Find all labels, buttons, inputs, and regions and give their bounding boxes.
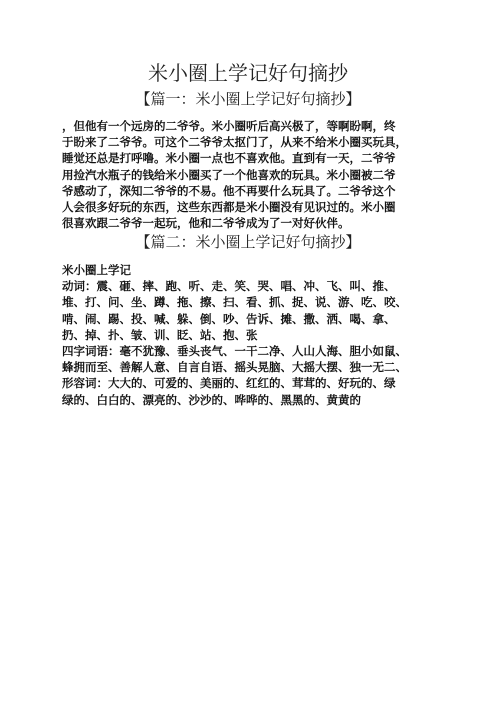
paragraph-line: 形容词：大大的、可爱的、美丽的、红红的、茸茸的、好玩的、绿 bbox=[62, 376, 396, 391]
paragraph-line: 于盼来了二爷爷。可这个二爷爷太抠门了，从来不给米小圈买玩具， bbox=[62, 135, 407, 150]
document-title: 米小圈上学记好句摘抄 bbox=[148, 61, 348, 85]
paragraph-line: 扔、掉、扑、皱、训、眨、站、抱、张 bbox=[62, 327, 258, 342]
paragraph-line: 很喜欢跟二爷爷一起玩，他和二爷爷成为了一对好伙伴。 bbox=[62, 216, 350, 231]
paragraph-line: 用捡汽水瓶子的钱给米小圈买了一个他喜欢的玩具。米小圈被二爷 bbox=[62, 167, 396, 182]
paragraph-line: 堆、打、问、坐、蹲、拖、擦、扫、看、抓、捉、说、游、吃、咬、 bbox=[62, 295, 407, 310]
paragraph-line: 睡觉还总是打呼噜。米小圈一点也不喜欢他。直到有一天，二爷爷 bbox=[62, 151, 396, 166]
section-1-body bbox=[62, 118, 442, 231]
section-1-heading: 【篇一：米小圈上学记好句摘抄】 bbox=[135, 90, 361, 108]
paragraph-line: 啃、闹、踢、投、喊、躲、倒、吵、告诉、摊、撒、洒、喝、拿、 bbox=[62, 311, 396, 326]
paragraph-line: 绿的、白白的、漂亮的、沙沙的、哗哗的、黑黑的、黄黄的 bbox=[62, 392, 361, 407]
paragraph-line: 爷感动了，深知二爷爷的不易。他不再要什么玩具了。二爷爷这个 bbox=[62, 183, 396, 198]
paragraph-line: 四字词语：毫不犹豫、垂头丧气、一干二净、人山人海、胆小如鼠、 bbox=[62, 344, 407, 359]
paragraph-line: 人会很多好玩的东西，这些东西都是米小圈没有见识过的。米小圈 bbox=[62, 200, 396, 215]
paragraph-line: 蜂拥而至、善解人意、自言自语、摇头晃脑、大摇大摆、独一无二、 bbox=[62, 360, 407, 375]
paragraph-line: 动词：震、砸、摔、跑、听、走、笑、哭、唱、冲、飞、叫、推、 bbox=[62, 279, 396, 294]
section-2-body bbox=[62, 262, 442, 408]
section-2-heading: 【篇二：米小圈上学记好句摘抄】 bbox=[135, 233, 361, 251]
paragraph-line: ，但他有一个远房的二爷爷。米小圈听后高兴极了，等啊盼啊，终 bbox=[62, 119, 396, 133]
paragraph-line: 米小圈上学记 bbox=[62, 263, 131, 277]
